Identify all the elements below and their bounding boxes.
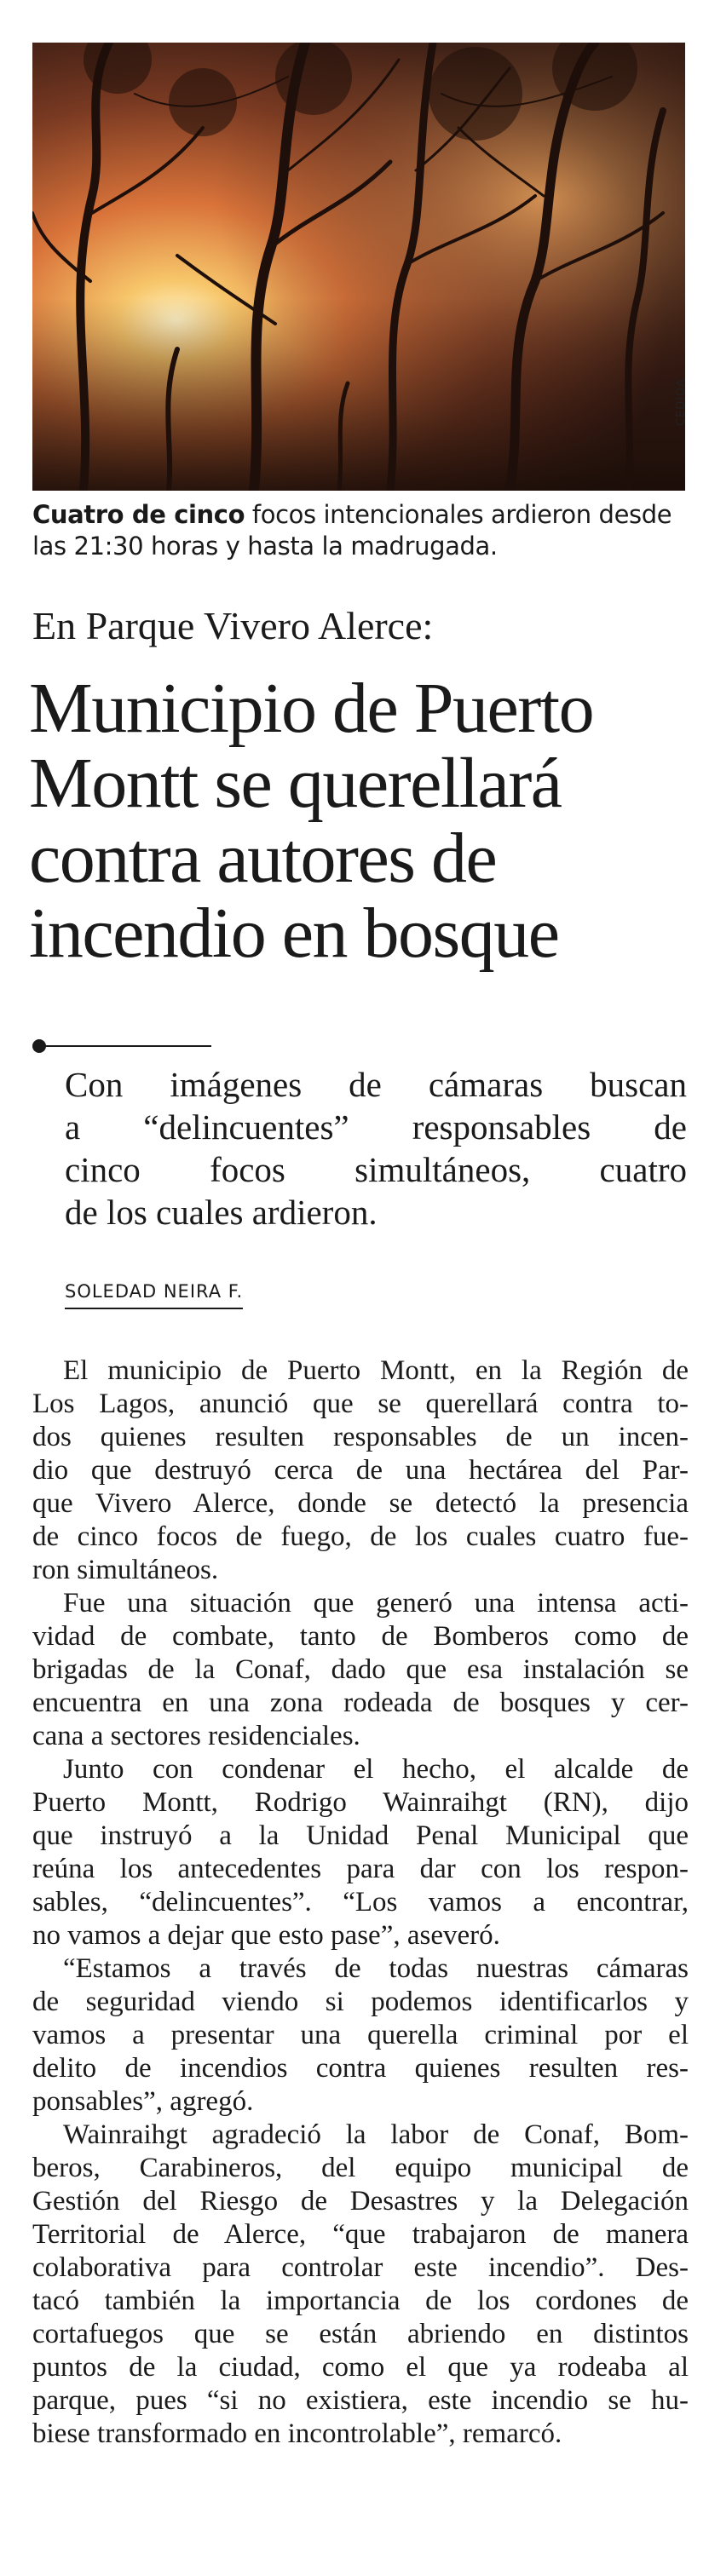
body-line: cortafuegos que se están abriendo en distintos bbox=[32, 2319, 689, 2349]
body-line: beros, Carabineros, del equipo municipal de bbox=[32, 2153, 689, 2183]
headline-line: contra autores de bbox=[29, 819, 497, 898]
body-line: vidad de combate, tanto de Bomberos como de bbox=[32, 1621, 689, 1652]
body-line: biese transformado en incontrolable”, remarcó. bbox=[32, 2418, 562, 2449]
body-line: que instruyó a la Unidad Penal Municipal que bbox=[32, 1820, 689, 1851]
body-line: tacó también la importancia de los cordones de bbox=[32, 2286, 689, 2316]
body-line: Los Lagos, anunció que se querellará contra to- bbox=[32, 1389, 689, 1419]
body-line: que Vivero Alerce, donde se detectó la presencia bbox=[32, 1488, 689, 1519]
article-photo bbox=[32, 43, 685, 491]
author-byline: SOLEDAD NEIRA F. bbox=[65, 1280, 243, 1309]
body-line: ponsables”, agregó. bbox=[32, 2086, 254, 2117]
body-line: puntos de la ciudad, como el que ya rodeaba al bbox=[32, 2352, 689, 2383]
forest-fire-image bbox=[32, 43, 685, 491]
headline-line: Municipio de Puerto bbox=[29, 669, 594, 748]
body-line: reúna los antecedentes para dar con los respon- bbox=[32, 1854, 689, 1884]
body-line: dio que destruyó cerca de una hectárea del Par- bbox=[32, 1455, 689, 1486]
photo-caption bbox=[32, 499, 680, 562]
body-line: de cinco focos de fuego, de los cuales cuatro fue- bbox=[32, 1521, 689, 1552]
body-line: cana a sectores residenciales. bbox=[32, 1721, 360, 1751]
body-line: delito de incendios contra quienes resulten res- bbox=[32, 2053, 689, 2084]
body-line: ron simultáneos. bbox=[32, 1555, 219, 1585]
body-line: “Estamos a través de todas nuestras cámaras bbox=[63, 1953, 689, 1984]
body-line: encuentra en una zona rodeada de bosques y cer- bbox=[32, 1688, 689, 1718]
caption-text-line1: focos intencionales ardieron desde bbox=[245, 500, 672, 529]
headline-line: Montt se querellará bbox=[29, 744, 562, 823]
article-deck bbox=[65, 1063, 687, 1233]
body-line: Puerto Montt, Rodrigo Wainraihgt (RN), dijo bbox=[32, 1787, 689, 1818]
photo-credit: CEDIDA bbox=[675, 378, 688, 426]
body-line: Junto con condenar el hecho, el alcalde de bbox=[63, 1754, 689, 1785]
body-line: vamos a presentar una querella criminal por el bbox=[32, 2020, 689, 2050]
body-line: Territorial de Alerce, “que trabajaron de manera bbox=[32, 2219, 689, 2250]
body-line: Gestión del Riesgo de Desastres y la Delegación bbox=[32, 2186, 689, 2217]
article-headline bbox=[29, 671, 694, 971]
body-line: dos quienes resulten responsables de un incen- bbox=[32, 1422, 689, 1452]
caption-lead: Cuatro de cinco bbox=[32, 500, 245, 529]
body-line: brigadas de la Conaf, dado que esa instalación se bbox=[32, 1654, 689, 1685]
body-line: sables, “delincuentes”. “Los vamos a encontrar, bbox=[32, 1887, 689, 1918]
deck-line: de los cuales ardieron. bbox=[65, 1193, 378, 1232]
deck-line: Con imágenes de cámaras buscan bbox=[65, 1065, 687, 1104]
article-body bbox=[32, 1354, 689, 2451]
body-line: Wainraihgt agradeció la labor de Conaf, Bom- bbox=[63, 2119, 689, 2150]
body-line: no vamos a dejar que esto pase”, aseveró. bbox=[32, 1920, 500, 1951]
body-line: parque, pues “si no existiera, este incendio se hu- bbox=[32, 2385, 689, 2416]
headline-line: incendio en bosque bbox=[29, 894, 559, 973]
article-kicker: En Parque Vivero Alerce: bbox=[32, 604, 434, 647]
body-line: colaborativa para controlar este incendio”. Des- bbox=[32, 2252, 689, 2283]
deck-line: a “delincuentes” responsables de bbox=[65, 1107, 687, 1147]
body-line: El municipio de Puerto Montt, en la Región de bbox=[63, 1355, 689, 1386]
divider-rule bbox=[41, 1045, 211, 1047]
caption-text-line2: las 21:30 horas y hasta la madrugada. bbox=[32, 532, 498, 561]
deck-line: cinco focos simultáneos, cuatro bbox=[65, 1150, 687, 1189]
body-line: Fue una situación que generó una intensa acti- bbox=[63, 1588, 689, 1619]
body-line: de seguridad viendo si podemos identificarlos y bbox=[32, 1987, 689, 2017]
